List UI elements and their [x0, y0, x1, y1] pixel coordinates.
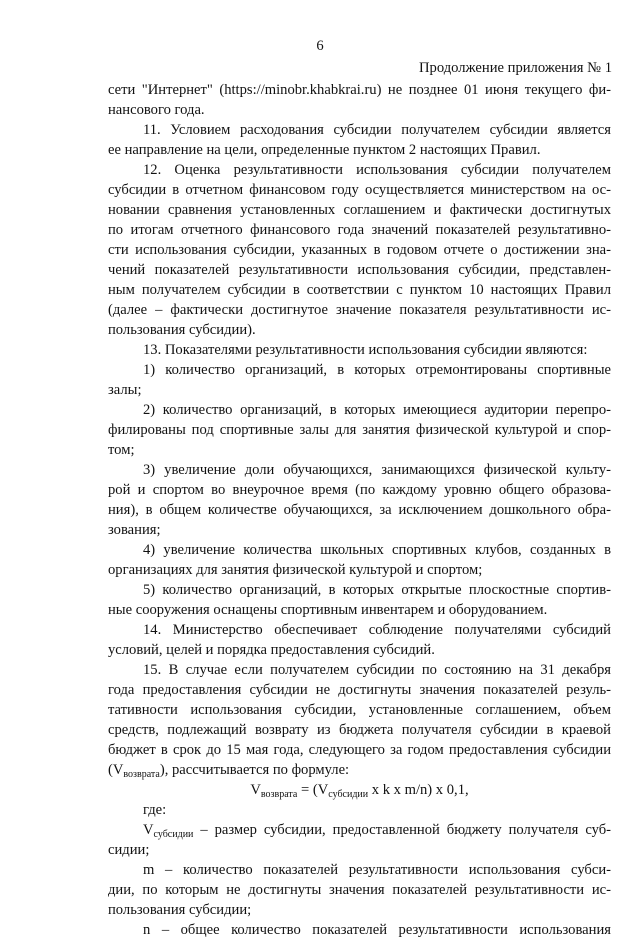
page-number: 6 — [316, 38, 324, 54]
text-line: тативности использования субсидии, установленные соглашением, объем — [108, 702, 611, 718]
text-line: филированы под спортивные залы для занятия физической культурой и спор- — [108, 422, 611, 438]
text-line: 3) увеличение доли обучающихся, занимающихся физической культу- — [143, 462, 611, 478]
text-line: 11. Условием расходования субсидии получателем субсидии является — [143, 122, 611, 138]
text-run: x k x m/n) x 0,1, — [368, 782, 469, 798]
text-line: организациях для занятия физической культурой и спортом; — [108, 562, 483, 578]
text-line: ным получателем субсидии в соответствии с пунктом 10 настоящих Правил — [108, 282, 611, 298]
text-line: ния), в общем количестве обучающихся, за исключением дошкольного обра- — [108, 502, 611, 518]
text-run: V — [143, 822, 154, 838]
subscript: субсидии — [153, 829, 194, 840]
subscript: возврата — [260, 789, 298, 800]
text-line: ее направление на цели, определенные пунктом 2 настоящих Правил. — [108, 142, 541, 158]
text-line: 14. Министерство обеспечивает соблюдение получателями субсидий — [143, 622, 611, 638]
text-line: 2) количество организаций, в которых имеющиеся аудитории перепро- — [143, 402, 611, 418]
text-line: субсидии в отчетном финансовом году осуществляется министерством на ос- — [108, 182, 611, 198]
text-line: где: — [143, 802, 167, 818]
text-run: – размер субсидии, предоставленной бюджету получателя суб- — [193, 822, 611, 838]
text-line: m – количество показателей результативности использования субси- — [143, 862, 611, 878]
text-line: том; — [108, 442, 135, 458]
text-line: сети "Интернет" (https://minobr.khabkrai.ru) не позднее 01 июня текущего фи- — [108, 82, 611, 98]
text-line: условий, целей и порядка предоставления субсидий. — [108, 642, 435, 658]
text-line: пользования субсидии; — [108, 902, 252, 918]
text-line: 1) количество организаций, в которых отремонтированы спортивные — [143, 362, 611, 378]
subscript: субсидии — [328, 789, 369, 800]
text-line: чений показателей результативности использования субсидии, представлен- — [108, 262, 611, 278]
text-line: средств, подлежащий возврату из бюджета получателя субсидии в краевой — [108, 722, 611, 738]
text-run: V — [250, 782, 261, 798]
formula-line — [108, 780, 611, 800]
document-body — [108, 80, 611, 940]
text-line: сидии; — [108, 842, 150, 858]
text-line: ные сооружения оснащены спортивным инвентарем и оборудованием. — [108, 602, 548, 618]
text-line: дии, по которым не достигнуты значения показателей результативности ис- — [108, 882, 611, 898]
text-line: сти использования субсидии, указанных в годовом отчете о достижении зна- — [108, 242, 611, 258]
subscript: возврата — [123, 769, 160, 780]
text-line: (далее – фактически достигнутое значение показателя результативности ис- — [108, 302, 611, 318]
text-line — [108, 820, 611, 840]
text-line: 5) количество организаций, в которых открытые плоскостные спортив- — [143, 582, 611, 598]
text-line — [108, 760, 611, 780]
text-line: пользования субсидии). — [108, 322, 256, 338]
text-line: по итогам отчетного финансового года значений показателей результативно- — [108, 222, 611, 238]
text-line: 4) увеличение количества школьных спортивных клубов, созданных в — [143, 542, 611, 558]
text-run: ), рассчитывается по формуле: — [159, 762, 350, 778]
text-line: залы; — [108, 382, 142, 398]
text-line: года предоставления субсидии не достигнуты значения показателей резуль- — [108, 682, 611, 698]
text-line: 15. В случае если получателем субсидии по состоянию на 31 декабря — [143, 662, 611, 678]
text-line: нансового года. — [108, 102, 205, 118]
text-run: (V — [108, 762, 124, 778]
text-line: зования; — [108, 522, 161, 538]
text-line: бюджет в срок до 15 мая года, следующего за годом предоставления субсидии — [108, 742, 611, 758]
text-line: 12. Оценка результативности использования субсидии получателем — [143, 162, 611, 178]
text-line: n – общее количество показателей результативности использования — [143, 922, 611, 938]
text-line: новании сравнения установленных соглашением и фактически достигнутых — [108, 202, 611, 218]
appendix-continuation: Продолжение приложения № 1 — [419, 60, 612, 76]
text-line: рой и спортом во внеурочное время (по каждому уровню общего образова- — [108, 482, 611, 498]
text-line: 13. Показателями результативности использования субсидии являются: — [143, 342, 588, 358]
text-run: = (V — [297, 782, 329, 798]
